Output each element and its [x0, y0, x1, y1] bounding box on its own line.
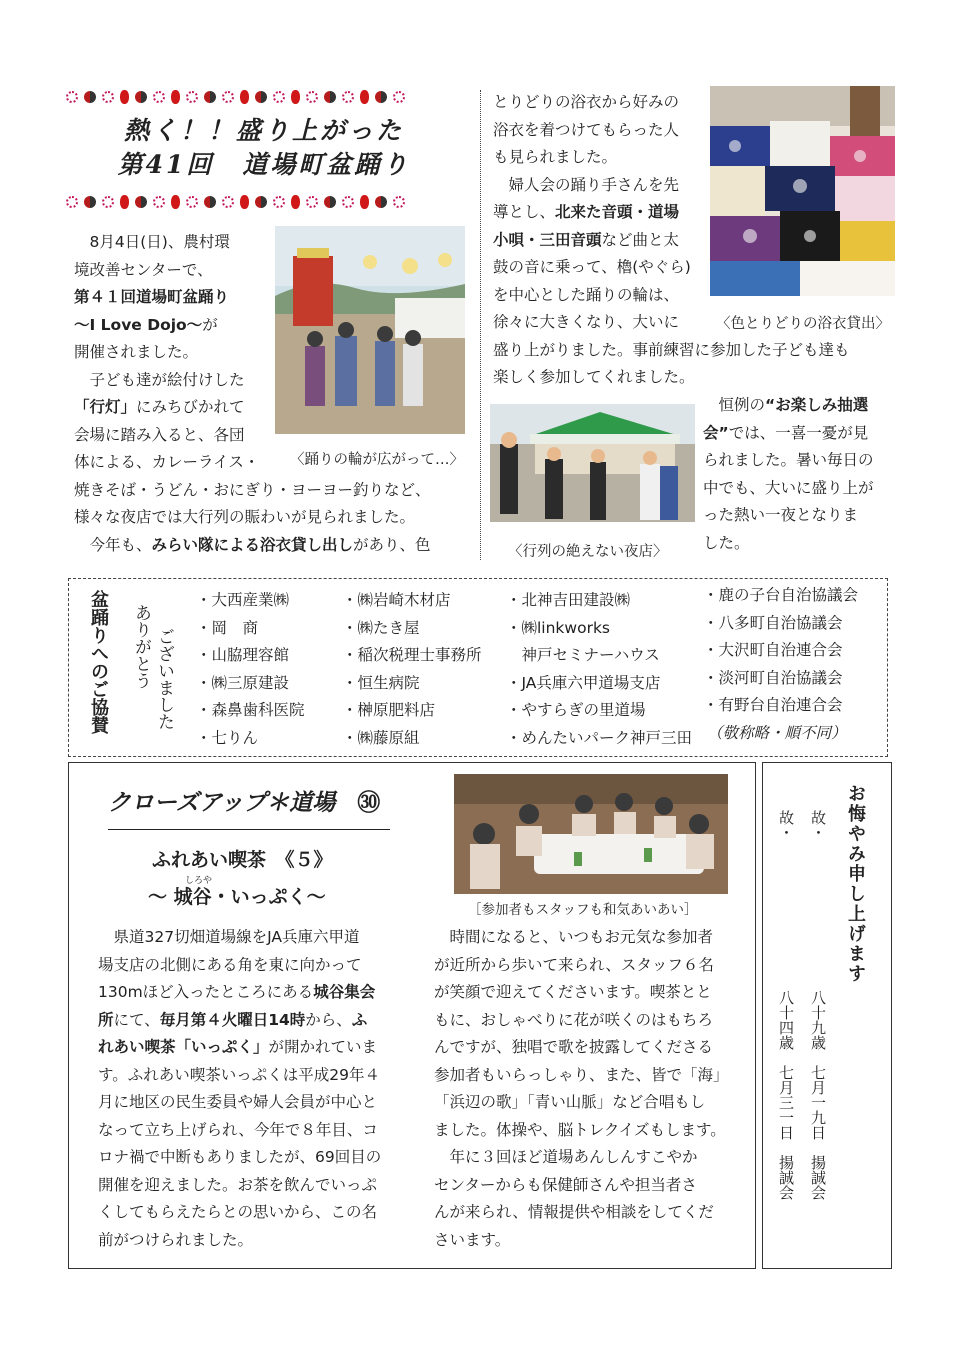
column-divider [480, 90, 481, 560]
sponsor-item: ・八多町自治協議会 [703, 613, 843, 632]
closeup-article-col1: 県道327切畑道場線をJA兵庫六甲道 場支店の北側にある角を東に向かって 130mほど入ったところにある城谷集会 所にて、毎月第４火曜日14時から、ふ れあい喫茶「いっぷく」が開かれていま す。ふれあい喫茶いっぷくは平成29年４ 月に地区の民生委員や婦人会員が中心と なって立ち上げられ、今年で８年目、コ ロナ禍で中断もありましたが、69回目の 開催を迎えました。お茶を飲んでいっぷ くしてもらえたらとの思いから、この名 前がつけられました。 [98, 928, 382, 1249]
sponsor-note: （敬称略・順不同） [707, 723, 847, 742]
sponsor-item: ・㈱岩崎木材店 [342, 591, 451, 609]
sponsor-item: ・山脇理容館 [196, 646, 290, 665]
decorative-border-top [66, 90, 458, 104]
condolence-entry-1-top: 故・ [809, 810, 827, 840]
sponsor-item: ・有野台自治連合会 [703, 696, 843, 715]
sponsor-item: ・鹿の子台自治協議会 [703, 586, 859, 604]
sponsor-list-col1 [196, 587, 305, 753]
sponsor-list-col4 [703, 582, 858, 748]
sponsor-item: ・七りん [196, 728, 259, 747]
sponsor-heading: 盆踊りへのご協賛 [88, 590, 109, 734]
bon-article-col2: とりどりの浴衣から好みの 浴衣を着つけてもらった人 も見られました。 婦人会の踊り手さんを先 導とし、北来た音頭・道場 小唄・三田音頭など曲と太 鼓の音に乗って、櫓(やぐら) を中心とした踊りの輪は、 徐々に大きくなり、大いに 盛り上がりました。事前練習に参加した子ども達も 楽しく参加してくれました。 [493, 93, 850, 386]
closeup-ruby: しろや [185, 876, 213, 886]
closeup-article-col2: 時間になると、いつもお元気な参加者 が近所から歩いて来られ、スタッフ６名 が笑顔で迎えてくださいます。喫茶とと もに、おしゃべりに花が咲くのはもちろ んですが、独唱で歌を披露してくださる 参加者もいらっしゃり、また、皆で「海」 「浜辺の歌」「青い山脈」など合唱もし ました。体操や、脳トレクイズもします。 年に３回ほど道場あんしんすこやか センターからも保健師さんや担当者さ んが来られ、情報提供や相談をしてくだ さいます。 [434, 928, 729, 1249]
sponsor-item: ・めんたいパーク神戸三田 [506, 728, 693, 747]
sponsor-item: ・大沢町自治連合会 [703, 641, 843, 660]
condolence-title: お悔やみ申し上げます [845, 784, 866, 984]
sponsor-list-col3 [506, 587, 692, 753]
title-line-1: 熱く！！盛り上がった [123, 116, 404, 145]
photo-night-stalls [490, 404, 695, 522]
condolence-entry-2-top: 故・ [777, 810, 795, 840]
sponsor-item: ・稲次税理士事務所 [342, 646, 482, 665]
sponsor-item: ・㈱三原建設 [196, 673, 290, 692]
closeup-title: ～ 城谷・いっぷく～ [148, 886, 326, 908]
sponsor-item: ・岡 商 [196, 618, 259, 637]
sponsor-item: ・㈱藤原組 [342, 728, 420, 747]
condolence-entry-1-bottom: 八十九歳 七月一九日 揚誠会 [809, 990, 827, 1200]
sponsor-item: ・恒生病院 [342, 673, 420, 692]
sponsor-item: ・JA兵庫六甲道場支店 [506, 673, 661, 692]
photo-cafe-gathering [454, 774, 728, 894]
photo-yukata-rental [710, 86, 895, 296]
sponsor-item: ・北神吉田建設㈱ [506, 591, 631, 609]
caption-cafe: ［参加者もスタッフも和気あいあい］ [468, 902, 698, 918]
sponsor-item: ・㈱たき屋 [342, 618, 420, 637]
bon-article-col2-cont: 恒例の“お楽しみ抽選 会”では、一喜一憂が見 られました。暑い毎日の 中でも、大いに盛り上が った熱い一夜となりま した。 [703, 396, 874, 552]
closeup-header-underline [108, 829, 390, 830]
decorative-border-bottom [66, 195, 458, 209]
sponsor-item: ・やすらぎの里道場 [506, 701, 646, 720]
sponsor-item: 神戸セミナーハウス [506, 646, 660, 665]
sponsor-heading-thanks: ありがとう [131, 604, 151, 689]
sponsor-heading-thanks-2: ございました [154, 628, 174, 730]
caption-yukata: 〈色とりどりの浴衣貸出〉 [716, 316, 890, 332]
bon-odori-title [66, 114, 462, 182]
photo-dance-circle [275, 226, 465, 434]
sponsor-item: ・榊原肥料店 [342, 701, 436, 720]
title-line-2: 第41回 道場町盆踊り [117, 150, 411, 179]
sponsor-list-col2 [342, 587, 482, 753]
sponsor-item: ・森鼻歯科医院 [196, 701, 305, 720]
bon-article-col1: 8月4日(日)、農村環 境改善センターで、 第４１回道場町盆踊り ～I Love Dojo～が 開催されました。 子ども達が絵付けした 「行灯」にみちびかれて 会場に踏み入ると、各団 体による、カレーライス・ 焼きそば・うどん・おにぎり・ヨーヨー釣りなど、 様々な夜店では大行列の賑わいが見られました。 今年も、みらい隊による浴衣貸し出しがあり、色 [74, 233, 431, 554]
closeup-subtitle: ふれあい喫茶 《５》 [152, 849, 333, 871]
closeup-header: クローズアップ＊道場 ㉚ [108, 789, 381, 816]
sponsor-item: ・淡河町自治協議会 [703, 668, 843, 687]
caption-dance: 〈踊りの輪が広がって…〉 [290, 452, 464, 468]
sponsor-item: ・大西産業㈱ [196, 591, 290, 609]
condolence-entry-2-bottom: 八十四歳 七月三一日 揚誠会 [777, 990, 795, 1200]
caption-stalls: 〈行列の絶えない夜店〉 [508, 544, 668, 560]
sponsor-item: ・㈱linkworks [506, 618, 610, 637]
